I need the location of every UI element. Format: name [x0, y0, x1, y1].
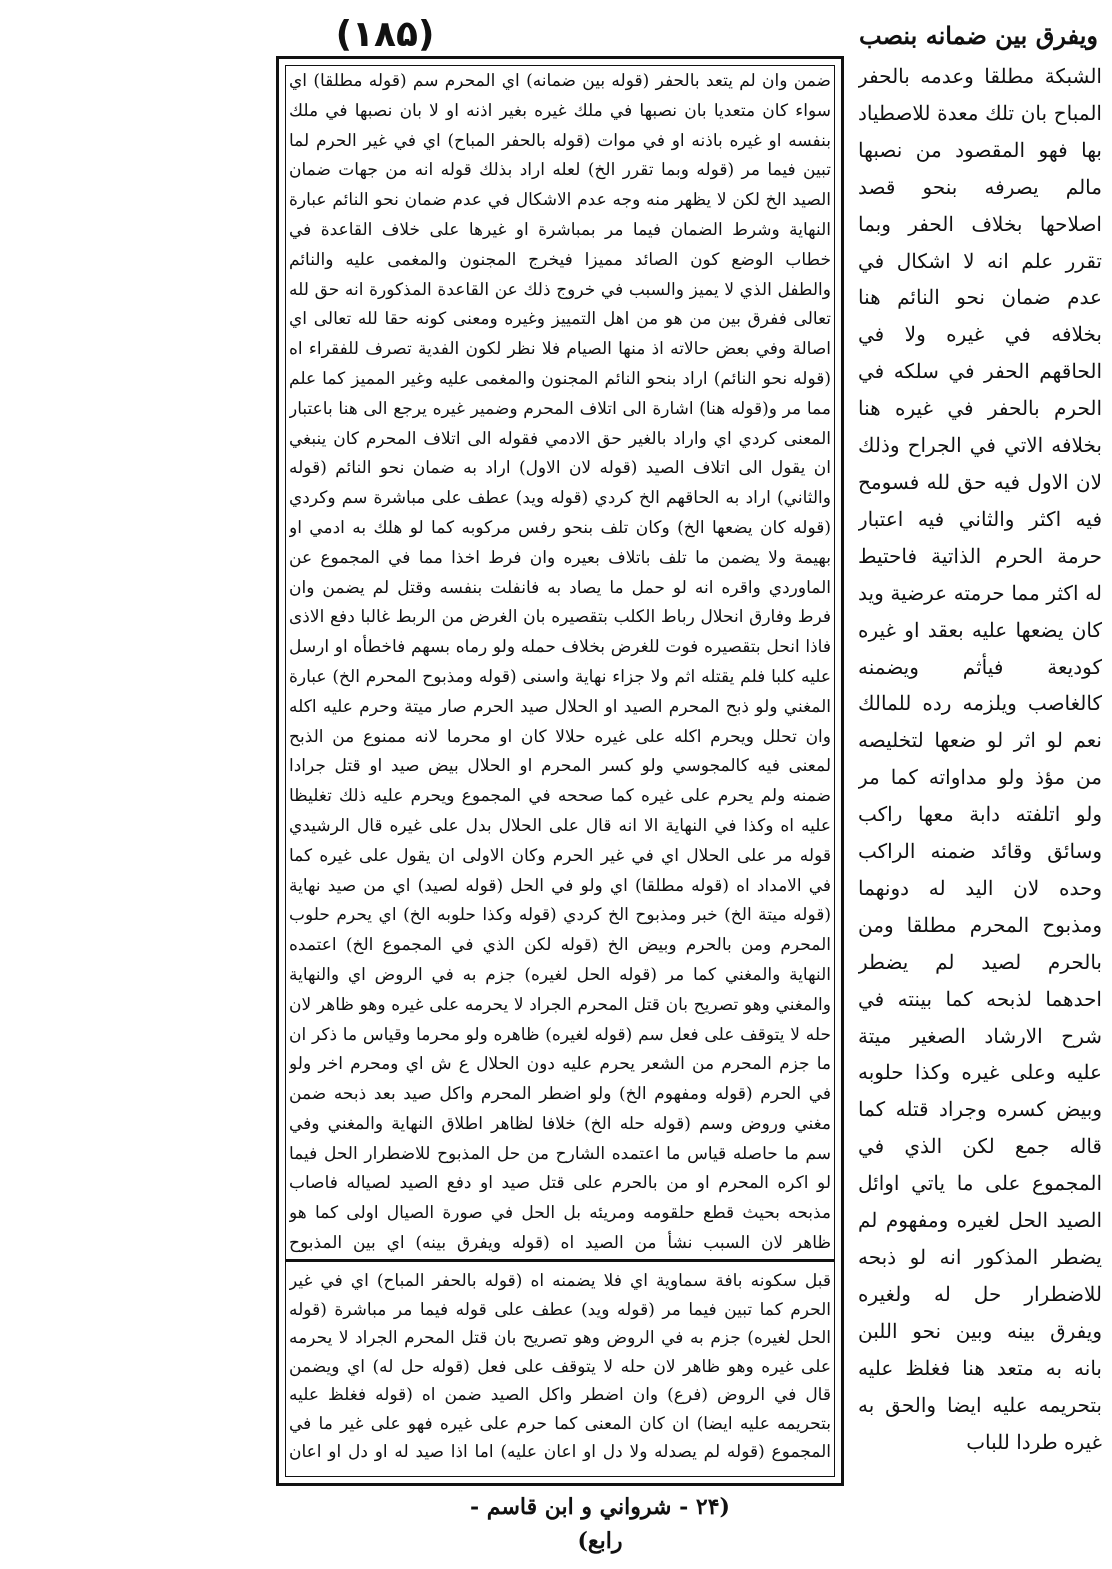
main-commentary-text: ضمن وان لم يتعد بالحفر (قوله بين ضمانه) اي المحرم سم (قوله مطلقا) اي سواء كان متعديا بان نصبها في ملك غيره بغير اذنه او لا بان نصبها في ملك بنفسه او غيره باذنه او في موات (قوله بالحفر المباح) اي في غير الحرم لما تبين فيما مر (قوله وبما تقرر الخ) لعله اراد بذلك قوله انه من جهات ضمان الصيد الخ لكن لا يظهر منه وجه عدم الاشكال في عدم ضمان نحو النائم عبارة النهاية وشرط الضمان فيما مر بمباشرة او غيرها على خلاف القاعدة في خطاب الوضع كون الصائد مميزا فيخرج المجنون والمغمى عليه والنائم والطفل الذي لا يميز والسبب في خروج ذلك عن القاعدة المذكورة انه حق لله تعالى ففرق بين من هو من اهل التمييز وغيره ومعنى كونه حقا لله تعالى اي اصالة وفي بعض حالاته اذ منها الصيام فلا نظر لكون الفدية تصرف للفقراء اه (قوله نحو النائم) اراد بنحو النائم المجنون والمغمى عليه وغير المميز كما علم مما مر و(قوله هنا) اشارة الى اتلاف المحرم وضمير غيره يرجع الى هنا باعتبار المعنى كردي اي واراد بالغير حق الادمي فقوله الى اتلاف المحرم كان ينبغي ان يقول الى اتلاف الصيد (قوله لان الاول) اراد به ضمان نحو النائم (قوله والثاني) اراد به الحاقهم الخ كردي (قوله ويد) عطف على مباشرة سم وكردي (قوله كان يضعها الخ) وكان تلف بنحو رفس مركوبه كما لو هلك به ادمي او بهيمة ولا يضمن ما تلف باتلاف بعيره وان فرط اخذا مما في المجموع عن الماوردي واقره انه لو حمل ما يصاد به فانفلت بنفسه وقتل لم يضمن وان فرط وفارق انحلال رباط الكلب بتقصيره بان الغرض من الربط غالبا دفع الاذى فاذا انحل بتقصيره فوت للغرض بخلاف حمله ولو رماه بسهم فاخطأه او ارسل عليه كلبا فلم يقتله اثم ولا جزاء نهاية واسنى (قوله ومذبوح المحرم الخ) عبارة المغني ولو ذبح المحرم الصيد او الحلال صيد الحرم صار ميتة وحرم عليه اكله وان تحلل ويحرم اكله على غيره حلالا كان او محرما لانه ممنوع من الذبح لمعنى فيه كالمجوسي ولو كسر المحرم او الحلال بيض صيد او قتل جرادا ضمنه ولم يحرم على غيره كما صححه في المجموع ويحرم عليه ذلك تغليظا عليه اه وكذا في النهاية الا انه قال على الحلال بدل على غيره قال الرشيدي قوله مر على الحلال اي في غير الحرم وكان الاولى ان يقول على غيره كما في الامداد اه (قوله مطلقا) اي ولو في الحل (قوله لصيد) اي من صيد نهاية (قوله ميتة الخ) خبر ومذبوح الخ كردي (قوله وكذا حلوبه الخ) اي يحرم حلوب المحرم ومن بالحرم وبيض الخ (قوله لكن الذي في المجموع الخ) اعتمده النهاية والمغني كما مر (قوله الحل لغيره) جزم به في الروض اي والنهاية والمغني وهو تصريح بان قتل المحرم الجراد لا يحرمه على غيره وهو ظاهر لان حله لا يتوقف على فعل سم (قوله لغيره) ظاهره ولو محرما وقياس ما ذكر ان ما جزم المحرم من الشعر يحرم عليه دون الحلال ع ش اي ومحرم اخر ولو في الحرم (قوله ومفهوم الخ) ولو اضطر المحرم واكل صيد بعد ذبحه ضمن مغني وروض وسم (قوله حله الخ) خلافا لظاهر اطلاق النهاية والمغني وفي سم ما حاصله قياس ما اعتمده الشارح من حل المذبوح للاضطرار الحل فيما لو اكره المحرم او من بالحرم على قتل صيد او دفع الصيد لصياله فاصاب مذبحه بحيث قطع حلقومه ومريئه بل الحل في صورة الصيال اولى كما هو ظاهر لان السبب نشأ من الصيد اه (قوله ويفرق بينه) اي بين المذبوح: [289, 71, 831, 1254]
footnote-divider: [285, 1259, 835, 1262]
margin-commentary: الشبكة مطلقا وعدمه بالحفر المباح بان تلك معدة للاصطياد بها فهو المقصود من نصبها مالم يصرفه بنحو قصد اصلاحها بخلاف الحفر وبما تقرر علم انه لا اشكال في عدم ضمان نحو النائم هنا بخلافه في غيره ولا في الحاقهم الحفر في سلكه في الحرم بالحفر في غيره هنا بخلافه الاتي في الجراح وذلك لان الاول فيه حق لله فسومح فيه اكثر والثاني فيه اعتبار حرمة الحرم الذاتية فاحتيط له اكثر مما حرمته عرضية ويد كان يضعها عليه بعقد او غيره كوديعة فيأثم ويضمنه كالغاصب ويلزمه رده للمالك نعم لو اثر لو ضعها لتخليصه من مؤذ ولو مداواته كما مر ولو اتلفته دابة معها راكب وسائق وقائد ضمنه الراكب وحده لان اليد له دونهما ومذبوح المحرم مطلقا ومن بالحرم لصيد لم يضطر احدهما لذبحه كما بينته في شرح الارشاد الصغير ميتة عليه وعلى غيره وكذا حلوبه وبيض كسره وجراد قتله كما قاله جمع لكن الذي في المجموع على ما ياتي اوائل الصيد الحل لغيره ومفهوم لم يضطر المذكور انه لو ذبحه للاضطرار حل له ولغيره ويفرق بينه وبين نحو اللبن بانه به متعد هنا فغلظ عليه بتحريمه عليه ايضا والحق به غيره طردا للباب: [858, 64, 1102, 1454]
page-number: (۱۸۵): [335, 14, 435, 55]
margin-heading: ویفرق بین ضمانه بنصب: [859, 21, 1098, 50]
main-frame: [276, 56, 844, 1486]
book-title-footer: (۲۴ - شرواني و ابن قاسم - رابع): [470, 1494, 730, 1554]
footnote-text: قبل سكونه بافة سماوية اي فلا يضمنه اه (قوله بالحفر المباح) اي في غير الحرم كما تبين فيما مر (قوله ويد) عطف على قوله فيما مر مباشرة (قوله الحل لغيره) جزم به في الروض وهو تصريح بان قتل المحرم الجراد لا يحرمه على غيره وهو ظاهر لان حله لا يتوقف على فعل (قوله حل له) اي ويضمن قال في الروض (فرع) وان اضطر واكل الصيد ضمن اه (قوله فغلظ عليه بتحريمه عليه ايضا) ان كان المعنى كما حرم على غيره فهو على غير ما في المجموع (قوله لم يصدله ولا دل او اعان عليه) اما اذا صيد له او دل او اعان: [289, 1271, 831, 1462]
